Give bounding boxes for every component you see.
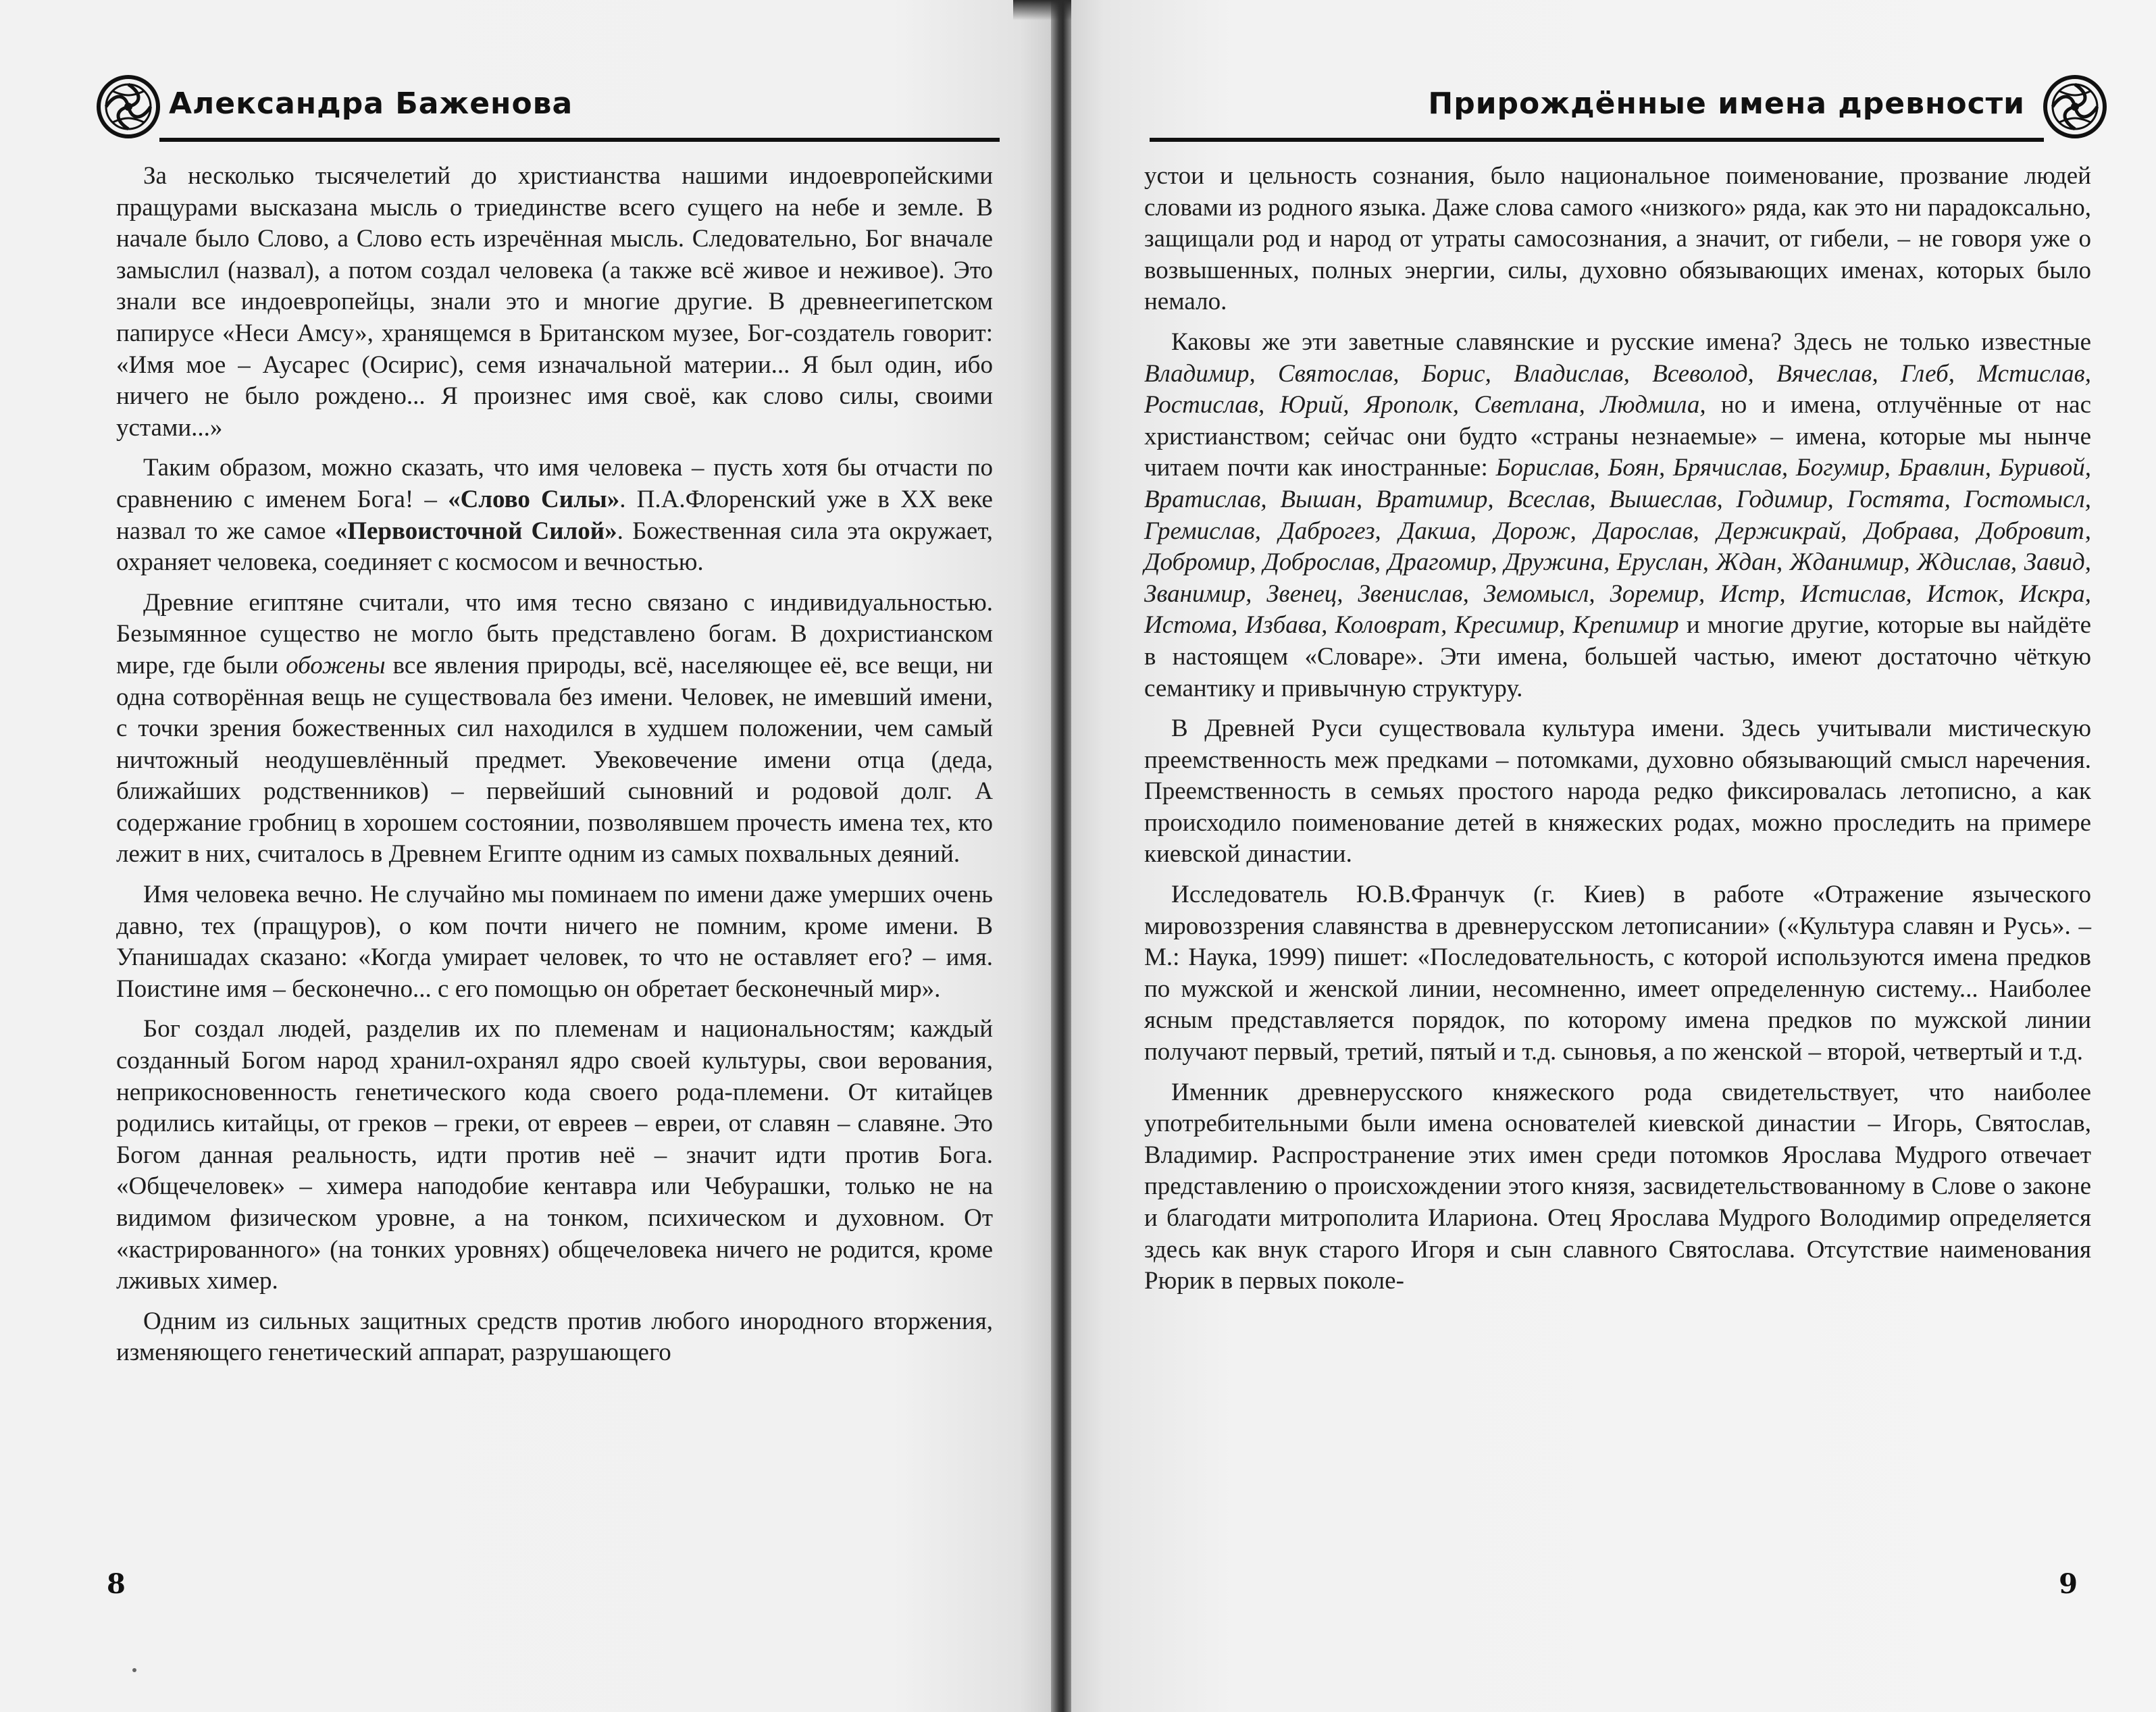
paragraph <box>116 879 993 1005</box>
page-number-right: 9 <box>2059 1568 2078 1600</box>
book-gutter <box>1051 0 1071 1712</box>
italic-phrase: обожены <box>286 651 386 679</box>
bold-phrase: «Слово Силы» <box>448 485 620 513</box>
left-running-header <box>95 73 1000 147</box>
paragraph <box>116 1306 993 1369</box>
text-run: За несколько тысячелетий до христианства нашими индоевропейскими пращурами высказана мысль о триединстве всего сущего на небе и земле. В начале было Слово, а Слово есть изречённая мысль. Следовательно, Бог вначале замыслил (назвал), а потом создал человека (а также всё живое и неживое). Это знали все индоевропейцы, знали это и многие другие. В древнеегипетском папирусе «Неси Амсу», хранящемся в Британском музее, Бог-создатель говорит: «Имя мое – Аусарес (Осирис), семя изначальной материи... Я был один, ибо ничего не было рождено... Я произнес имя своё, как слово силы, своими устами...» <box>116 162 993 442</box>
italic-phrase: Владимир, Святослав, Борис, Владислав, Всеволод, Вячеслав, Глеб, Мстислав, Ростислав, Юрий, Ярополк, Светлана, Людмила, <box>1144 359 2091 419</box>
running-head-author: Александра Баженова <box>169 86 573 121</box>
celtic-knot-ornament-icon <box>95 73 162 140</box>
paragraph <box>116 452 993 578</box>
text-run: . П.А.Флоренский уже в XX веке назвал то же самое <box>116 485 993 545</box>
paragraph <box>1144 713 2091 871</box>
text-run: Исследователь Ю.В.Франчук (г. Киев) в работе «Отражение языческого мировоззрения славянства в древнерусском летописании» («Культура славян и Русь». – М.: Наука, 1999) пишет: «Последовательность, с которой используются имена предков по мужской и женской линии, несомненно, имеет определенную систему... Наиболее ясным представляется порядок, по которому имена предков по мужской линии получают первый, третий, пятый и т.д. сыновья, а по женской – второй, четвертый и т.д. <box>1144 881 2091 1066</box>
right-running-header <box>1150 73 2109 147</box>
running-head-title: Прирождённые имена древности <box>1428 86 2025 121</box>
paragraph <box>1144 327 2091 704</box>
celtic-knot-ornament-icon <box>2041 73 2109 140</box>
text-run: устои и цельность сознания, было национальное поименование, прозвание людей словами из родного языка. Даже слова самого «низкого» ряда, как это ни парадоксально, защищали род и народ от утраты самосознания, а значит, от гибели, – не говоря уже о возвышенных, полных энергии, силы, духовно обязывающих именах, которых было немало. <box>1144 162 2091 316</box>
text-run: Имя человека вечно. Не случайно мы поминаем по имени даже умерших очень давно, тех (пращуров), о ком почти ничего не помним, кроме имени. В Упанишадах сказано: «Когда умирает человек, то что не оставляет его? – имя. Поистине имя – бесконечно... с его помощью он обретает бесконечный мир». <box>116 881 993 1003</box>
paragraph <box>1144 1077 2091 1297</box>
page-number-left: 8 <box>107 1568 126 1600</box>
text-run: Таким образом, можно сказать, что имя человека – пусть хотя бы отчасти по сравнению с именем Бога! – <box>116 454 993 513</box>
text-run: Древние египтяне считали, что имя тесно связано с индивидуальностью. Безымянное существо не могло быть представлено богам. В дохристианском мире, где были <box>116 588 993 679</box>
text-run: . Божественная сила эта окружает, охраняет человека, соединяет с космосом и вечностью. <box>116 517 993 577</box>
text-run: В Древней Руси существовала культура имени. Здесь учитывали мистическую преемственность меж предками – потомками, духовно обязывающий смысл наречения. Преемственность в семьях простого народа редко фиксировалась летописно, а как происходило поименование детей в княжеских родах, можно проследить на примере киевской династии. <box>1144 715 2091 868</box>
header-rule <box>1150 138 2044 142</box>
bold-phrase: «Первоисточной Силой» <box>334 517 617 545</box>
paragraph <box>116 161 993 444</box>
right-page <box>1071 0 2156 1712</box>
paragraph <box>1144 161 2091 318</box>
paragraph <box>116 1014 993 1297</box>
italic-phrase: Борислав, Боян, Брячислав, Богумир, Бравлин, Буривой, Вратислав, Вышан, Вратимир, Всеслав, Вышеслав, Годимир, Гостята, Гостомысл, Гремислав, Даброгез, Дакша, Дорож, Дарослав, Держикрай, Добрава, Добровит, Добромир, Доброслав, Драгомир, Дружина, Еруслан, Ждан, Жданимир, Ждислав, Завид, Званимир, Звенец, Звенислав, Земомысл, Зоремир, Истр, Истислав, Исток, Искра, Истома, Избава, Коловрат, Кресимир, Крепимир <box>1144 454 2091 640</box>
paragraph <box>1144 879 2091 1068</box>
paragraph <box>116 588 993 871</box>
left-page <box>0 0 1051 1712</box>
text-run: и многие другие, которые вы найдёте в настоящем «Словаре». Эти имена, большей частью, имеют достаточно чёткую семантику и привычную структуру. <box>1144 611 2092 702</box>
header-rule <box>159 138 1000 142</box>
text-run: все явления природы, всё, населяющее её, все вещи, ни одна сотворённая вещь не существовала без имени. Человек, не имевший имени, с точки зрения божественных сил находился в худшем положении, чем самый ничтожный неодушевлённый предмет. Увековечение имени отца (деда, ближайших родственников) – первейший сыновний и родовой долг. А содержание гробниц в хорошем состоянии, позволявшем прочесть имена тех, кто лежит в них, считалось в Древнем Египте одним из самых похвальных деяний. <box>116 651 993 868</box>
text-run: Бог создал людей, разделив их по племенам и национальностям; каждый созданный Богом народ хранил-охранял ядро своей культуры, свои верования, неприкосновенность генетического кода своего рода-племени. От китайцев родились китайцы, от греков – греки, от евреев – евреи, от славян – славяне. Это Богом данная реальность, идти против неё – значит идти против Бога. «Общечеловек» – химера наподобие кентавра или Чебурашки, только не на видимом физическом уровне, а на тонком, психическом и духовном. От «кастрированного» (на тонких уровнях) общечеловека ничего не родится, кроме лживых химер. <box>116 1015 993 1295</box>
text-run: но и имена, отлучённые от нас христианством; сейчас они будто «страны незнаемые» – имена, которые мы нынче читаем почти как иностранные: <box>1144 391 2091 482</box>
text-run: Именник древнерусского княжеского рода свидетельствует, что наиболее употребительными были имена основателей киевской династии – Игорь, Святослав, Владимир. Распространение этих имен среди потомков Ярослава Мудрого отвечает представлению о происхождении этого князя, засвидетельствованному в Слове о законе и благодати митрополита Илариона. Отец Ярослава Мудрого Володимир определяется здесь как внук старого Игоря и сын славного Святослава. Отсутствие наименования Рюрик в первых поколе- <box>1144 1078 2091 1295</box>
text-run: Каковы же эти заветные славянские и русские имена? Здесь не только известные <box>1171 328 2091 356</box>
right-page-text <box>1144 161 2091 1306</box>
text-run: Одним из сильных защитных средств против любого инородного вторжения, изменяющего генетический аппарат, разрушающего <box>116 1307 993 1367</box>
print-speck <box>132 1668 136 1672</box>
left-page-text <box>116 161 993 1378</box>
